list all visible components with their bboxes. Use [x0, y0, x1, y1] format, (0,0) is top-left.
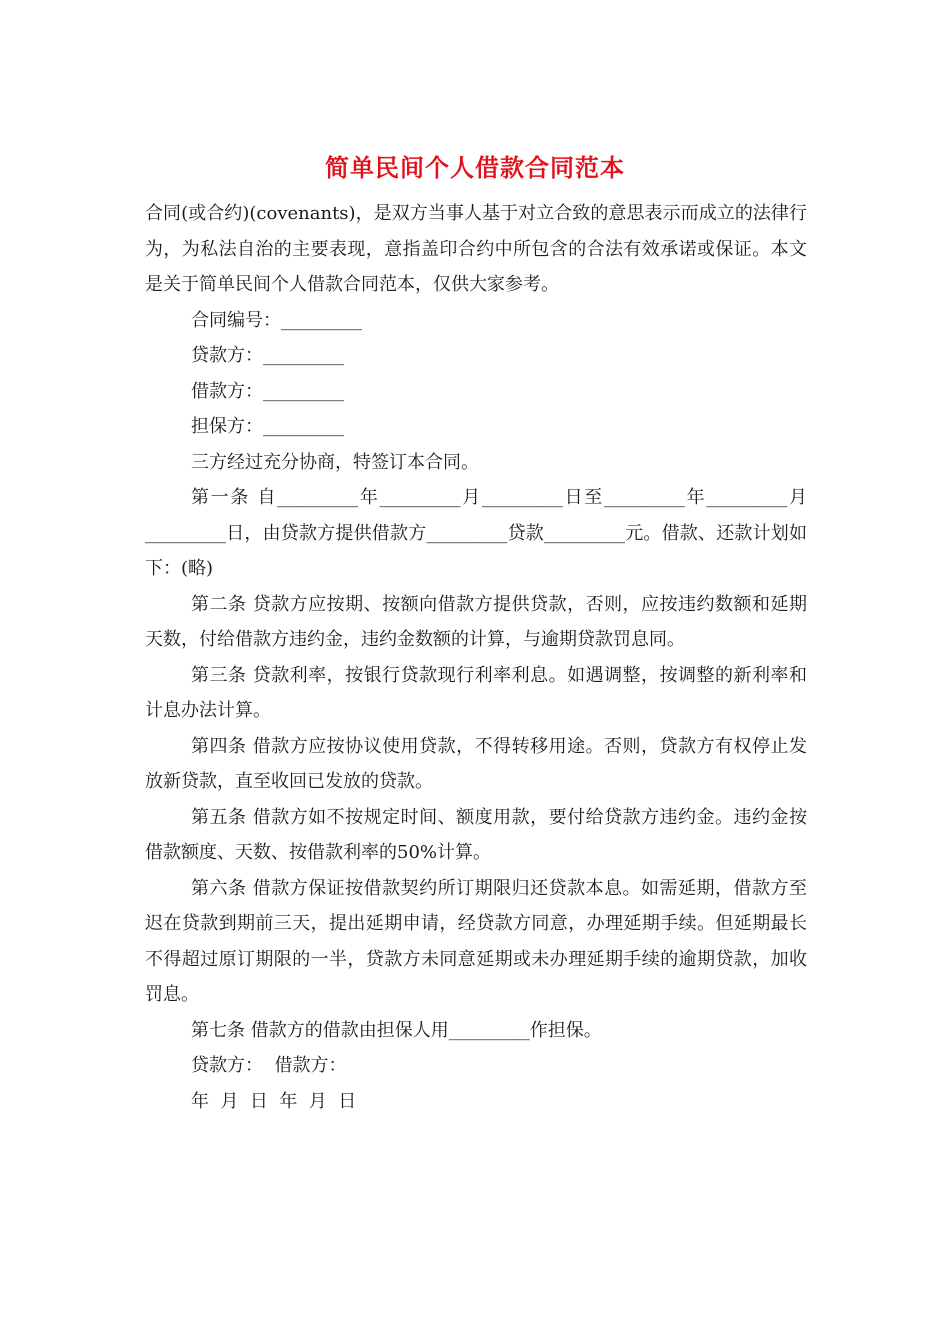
contract-number-field: 合同编号：_________ — [191, 309, 362, 331]
article-1: 第一条 自_________年_________月_________日至_________年_________月_________日，由贷款方提供借款方_________贷款_________元。借款、还款计划如下：(略) — [145, 487, 807, 579]
article-5: 第五条 借款方如不按规定时间、额度用款，要付给贷款方违约金。违约金按借款额度、天数、按借款利率的50%计算。 — [145, 806, 807, 863]
article-6: 第六条 借款方保证按借款契约所订期限归还贷款本息。如需延期，借款方至迟在贷款到期前三天，提出延期申请，经贷款方同意，办理延期手续。但延期最长不得超过原订期限的一半，贷款方未同意延期或未办理延期手续的逾期贷款，加收罚息。 — [145, 877, 807, 1005]
date-line: 年 月 日 年 月 日 — [191, 1090, 357, 1112]
article-7: 第七条 借款方的借款由担保人用_________作担保。 — [191, 1019, 602, 1041]
article-2: 第二条 贷款方应按期、按额向借款方提供贷款，否则，应按违约数额和延期天数，付给借款方违约金，违约金数额的计算，与逾期贷款罚息同。 — [145, 593, 807, 650]
intro-paragraph: 合同(或合约)(covenants)，是双方当事人基于对立合致的意思表示而成立的法律行为，为私法自治的主要表现，意指盖印合约中所包含的合法有效承诺或保证。本文是关于简单民间个人借款合同范本，仅供大家参考。 — [145, 203, 807, 295]
signature-line: 贷款方： 借款方： — [191, 1055, 347, 1076]
guarantor-field: 担保方：_________ — [191, 416, 344, 437]
borrower-field: 借款方：_________ — [191, 380, 344, 402]
document-body — [145, 196, 807, 1119]
article-3: 第三条 贷款利率，按银行贷款现行利率利息。如遇调整，按调整的新利率和计息办法计算。 — [145, 664, 807, 721]
document-title: 简单民间个人借款合同范本 — [325, 153, 625, 182]
lender-field: 贷款方：_________ — [191, 345, 344, 366]
agreement-statement: 三方经过充分协商，特签订本合同。 — [191, 451, 479, 473]
article-4: 第四条 借款方应按协议使用贷款，不得转移用途。否则，贷款方有权停止发放新贷款，直至收回已发放的贷款。 — [145, 735, 807, 792]
